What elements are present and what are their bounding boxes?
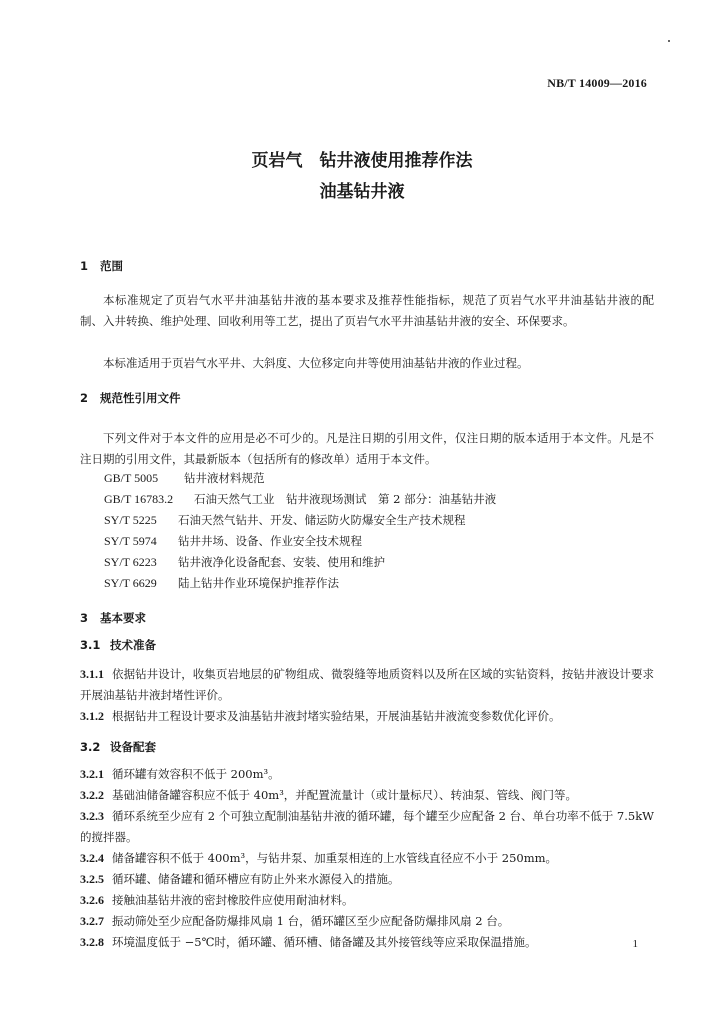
reference-code: SY/T 5974 [104, 534, 157, 548]
section-number: 3 [80, 611, 89, 625]
reference-code: GB/T 5005 [104, 471, 159, 485]
clause-number: 3.2.8 [80, 935, 104, 949]
clause-text: 循环罐有效容积不低于 200m³。 [112, 767, 280, 781]
clause-text: 储备罐容积不低于 400m³，与钻井泵、加重泵相连的上水管线直径应不小于 250mm。 [112, 851, 558, 865]
subsection-number: 3.2 [80, 740, 101, 754]
document-title: 页岩气 钻井液使用推荐作法 [251, 151, 473, 171]
clause [80, 785, 654, 806]
clause [80, 890, 654, 911]
clause-number: 3.2.7 [80, 914, 104, 928]
section-title: 规范性引用文件 [100, 391, 181, 405]
reference-item [104, 512, 466, 528]
clause [80, 911, 654, 932]
subsection-number: 3.1 [80, 638, 101, 652]
reference-item [104, 533, 362, 549]
clause-number: 3.1.1 [80, 667, 104, 681]
clause [80, 706, 654, 727]
section-number: 1 [80, 259, 89, 273]
reference-item [104, 470, 265, 486]
reference-item [104, 491, 496, 507]
section-heading-requirements [80, 610, 146, 626]
subsection-heading-technical-prep [80, 637, 156, 653]
clause [80, 932, 654, 953]
reference-item [104, 554, 385, 570]
subsection-title: 设备配套 [110, 740, 156, 754]
section-heading-references [80, 390, 181, 406]
section-heading-scope [80, 258, 123, 274]
document-subtitle: 油基钻井液 [319, 182, 405, 202]
clause [80, 764, 654, 785]
reference-title: 石油天然气钻井、开发、储运防火防爆安全生产技术规程 [178, 513, 466, 527]
scope-paragraph-2: 本标准适用于页岩气水平井、大斜度、大位移定向井等使用油基钻井液的作业过程。 [103, 356, 529, 370]
reference-title: 钻井液净化设备配套、安装、使用和维护 [178, 555, 385, 569]
clause [80, 806, 654, 848]
references-intro: 下列文件对于本文件的应用是必不可少的。凡是注日期的引用文件，仅注日期的版本适用于本文件。凡是不注日期的引用文件，其最新版本（包括所有的修改单）适用于本文件。 [80, 431, 654, 466]
reference-title: 石油天然气工业 钻井液现场测试 第 2 部分：油基钻井液 [194, 492, 497, 506]
subsection-title: 技术准备 [110, 638, 156, 652]
clause-number: 3.2.5 [80, 872, 104, 886]
clause [80, 664, 654, 706]
clause-text: 振动筛处至少应配备防爆排风扇 1 台，循环罐区至少应配备防爆排风扇 2 台。 [112, 914, 510, 928]
standard-number: NB/T 14009—2016 [547, 76, 647, 90]
section-number: 2 [80, 391, 89, 405]
section-title: 范围 [100, 259, 123, 273]
clause [80, 848, 654, 869]
clause-text: 根据钻井工程设计要求及油基钻井液封堵实验结果，开展油基钻井液流变参数优化评价。 [112, 709, 561, 723]
clause [80, 869, 654, 890]
reference-item [104, 575, 339, 591]
reference-code: SY/T 5225 [104, 513, 157, 527]
clause-text: 循环罐、储备罐和循环槽应有防止外来水源侵入的措施。 [112, 872, 400, 886]
reference-code: GB/T 16783.2 [104, 492, 174, 506]
clause-number: 3.2.1 [80, 767, 104, 781]
clause-number: 3.2.3 [80, 809, 104, 823]
clause-number: 3.2.4 [80, 851, 104, 865]
clause-text: 循环系统至少应有 2 个可独立配制油基钻井液的循环罐，每个罐至少应配备 2 台、单台功率不低于 7.5kW 的搅拌器。 [80, 809, 654, 844]
page-number: 1 [632, 938, 638, 950]
section-title: 基本要求 [100, 611, 146, 625]
clause-number: 3.1.2 [80, 709, 104, 723]
reference-title: 钻井井场、设备、作业安全技术规程 [178, 534, 362, 548]
reference-title: 钻井液材料规范 [184, 471, 265, 485]
reference-title: 陆上钻井作业环境保护推荐作法 [178, 576, 339, 590]
reference-code: SY/T 6629 [104, 576, 157, 590]
clause-text: 基础油储备罐容积应不低于 40m³，并配置流量计（或计量标尺）、转油泵、管线、阀门等。 [112, 788, 578, 802]
clause-text: 环境温度低于 −5℃时，循环罐、循环槽、储备罐及其外接管线等应采取保温措施。 [112, 935, 537, 949]
clause-number: 3.2.6 [80, 893, 104, 907]
scan-speck [668, 40, 670, 42]
clause-text: 接触油基钻井液的密封橡胶件应使用耐油材料。 [112, 893, 354, 907]
clause-number: 3.2.2 [80, 788, 104, 802]
clause-text: 依据钻井设计，收集页岩地层的矿物组成、微裂缝等地质资料以及所在区域的实钻资料，按钻井液设计要求开展油基钻井液封堵性评价。 [80, 667, 654, 702]
scope-paragraph-1: 本标准规定了页岩气水平井油基钻井液的基本要求及推荐性能指标，规范了页岩气水平井油基钻井液的配制、入井转换、维护处理、回收利用等工艺，提出了页岩气水平井油基钻井液的安全、环保要求。 [80, 293, 654, 328]
subsection-heading-equipment [80, 739, 156, 755]
reference-code: SY/T 6223 [104, 555, 157, 569]
